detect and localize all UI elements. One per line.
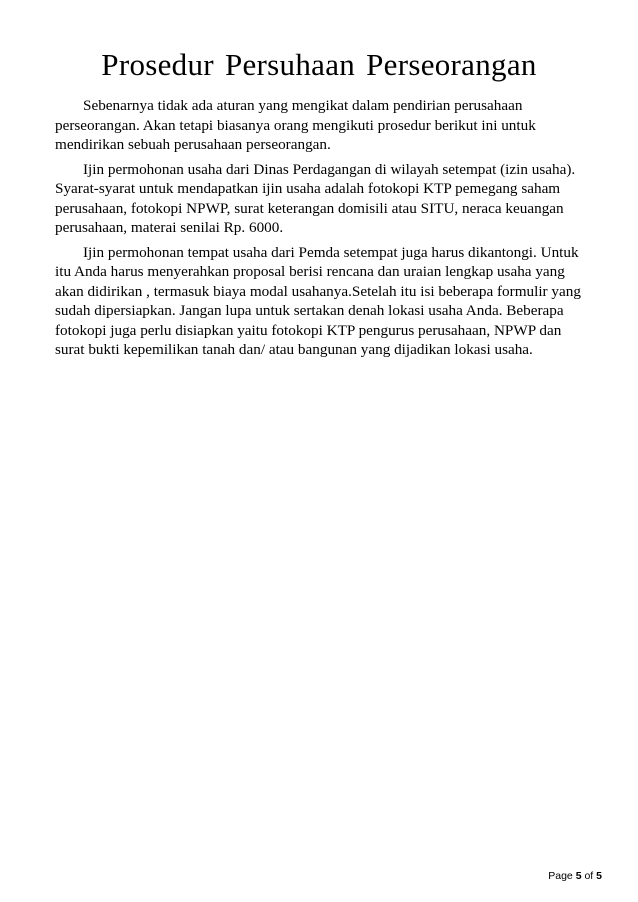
document-body	[55, 96, 591, 365]
page-footer	[548, 869, 602, 883]
document-title: Prosedur Persuhaan Perseorangan	[101, 47, 537, 82]
paragraph-intro: Sebenarnya tidak ada aturan yang mengikat dalam pendirian perusahaan perseorangan. Akan tetapi biasanya orang mengikuti prosedur berikut ini untuk mendirikan sebuah perusahaan perseorangan.	[55, 97, 536, 153]
page-label: Page	[548, 870, 573, 882]
total-pages-number: 5	[596, 870, 602, 882]
of-label: of	[584, 870, 594, 882]
paragraph-business-permit: Ijin permohonan usaha dari Dinas Perdagangan di wilayah setempat (izin usaha). Syarat-syarat untuk mendapatkan ijin usaha adalah fotokopi KTP pemegang saham perusahaan, fotokopi NPWP, surat keterangan domisili atau SITU, neraca keuangan perusahaan, materai senilai Rp. 6000.	[55, 160, 576, 236]
current-page-number: 5	[575, 870, 582, 882]
paragraph-location-permit: Ijin permohonan tempat usaha dari Pemda setempat juga harus dikantongi. Untuk itu Anda harus menyerahkan proposal berisi rencana dan uraian lengkap usaha yang akan didirikan , termasuk biaya modal usahanya.Setelah itu isi beberapa formulir yang sudah dipersiapkan. Jangan lupa untuk sertakan denah lokasi usaha Anda. Beberapa fotokopi juga perlu disiapkan yaitu fotokopi KTP pengurus perusahaan, NPWP dan surat bukti kepemilikan tanah dan/ atau bangunan yang dijadikan lokasi usaha.	[55, 243, 581, 358]
